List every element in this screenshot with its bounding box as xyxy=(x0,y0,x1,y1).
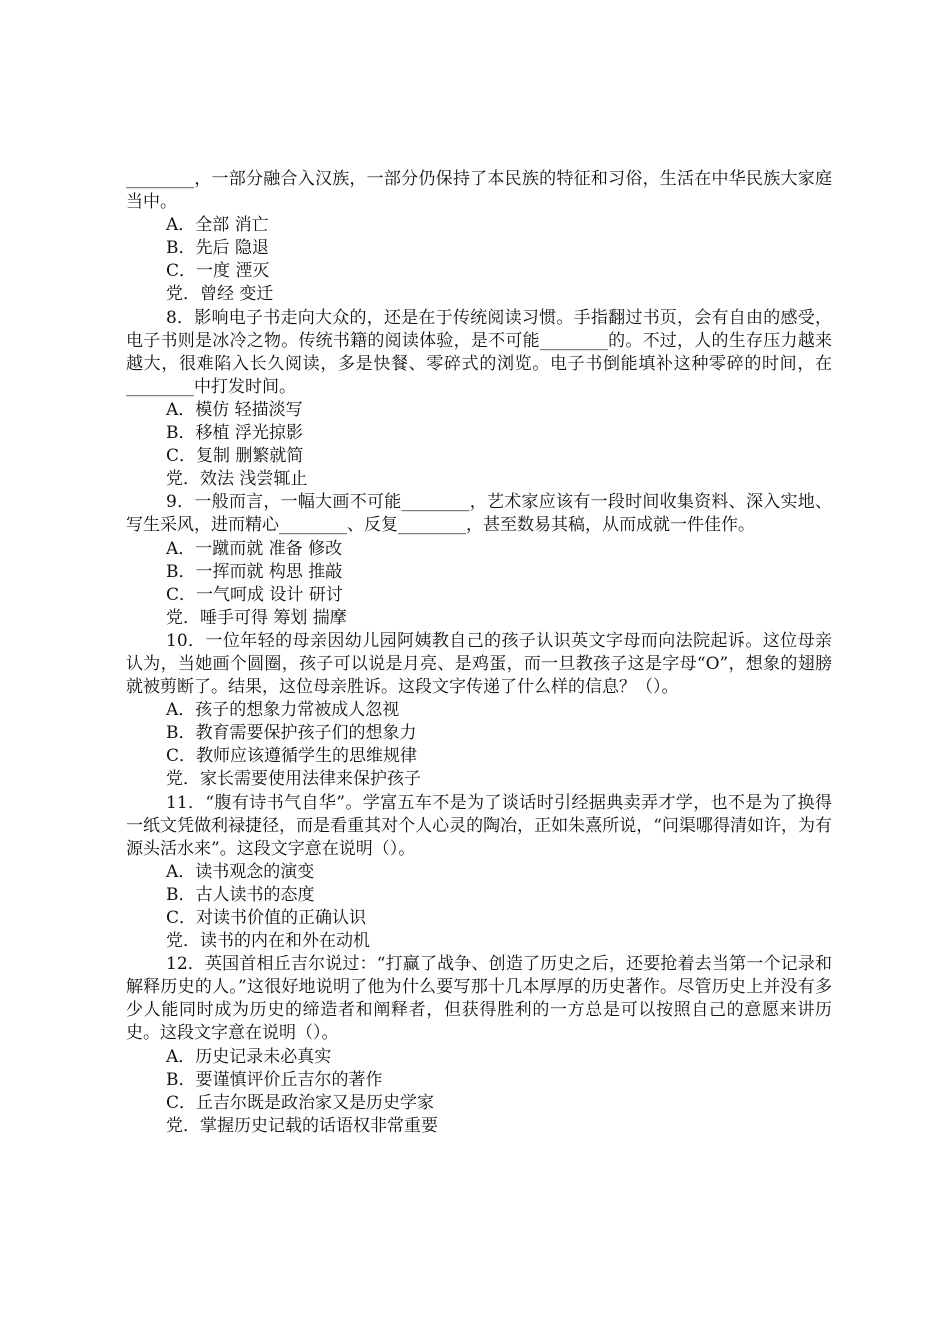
question-9-option-b: B．一挥而就 构思 推敲 xyxy=(166,561,343,582)
question-8-option-b: B．移植 浮光掠影 xyxy=(166,423,303,444)
question-12-option-b: B．要谨慎评价丘吉尔的著作 xyxy=(166,1069,383,1090)
question-9-stem: 9．一般而言，一幅大画不可能________，艺术家应该有一段时间收集资料、深入实地、写生采风，进而精心________、反复________，甚至数易其稿，从而成就一件佳作。 xyxy=(126,492,832,536)
question-11-option-b: B．古人读书的态度 xyxy=(166,884,315,905)
question-10-stem: 10．一位年轻的母亲因幼儿园阿姨教自己的孩子认识英文字母而向法院起诉。这位母亲认为，当她画个圆圈，孩子可以说是月亮、是鸡蛋，而一旦教孩子这是字母“O”，想象的翅膀就被剪断了。结果，这位母亲胜诉。这段文字传递了什么样的信息？（）。 xyxy=(126,630,832,698)
question-11-stem: 11．“腹有诗书气自华”。学富五车不是为了谈话时引经据典卖弄才学，也不是为了换得一纸文凭做利禄捷径，而是看重其对个人心灵的陶冶，正如朱熹所说，“问渠哪得清如许，为有源头活水来”。这段文字意在说明（）。 xyxy=(126,792,832,859)
question-7-option-a: A．全部 消亡 xyxy=(166,215,269,236)
question-12-stem: 12．英国首相丘吉尔说过：“打赢了战争、创造了历史之后，还要抢着去当第一个记录和解释历史的人。”这很好地说明了他为什么要写那十几本厚厚的历史著作。尽管历史上并没有多少人能同时成为历史的缔造者和阐释者，但获得胜利的一方总是可以按照自己的意愿来讲历史。这段文字意在说明（）。 xyxy=(126,954,832,1044)
question-9 xyxy=(126,491,832,630)
question-10 xyxy=(126,630,832,792)
question-7-option-b: B．先后 隐退 xyxy=(166,238,269,259)
question-9-option-a: A．一蹴而就 准备 修改 xyxy=(166,538,343,559)
question-9-option-d: 党．唾手可得 筹划 揣摩 xyxy=(166,607,347,628)
question-7 xyxy=(126,168,832,307)
question-10-option-c: C．教师应该遵循学生的思维规律 xyxy=(166,746,418,767)
question-12-option-a: A．历史记录未必真实 xyxy=(166,1046,332,1067)
question-8 xyxy=(126,307,832,492)
question-11 xyxy=(126,792,832,954)
question-8-stem: 8．影响电子书走向大众的，还是在于传统阅读习惯。手指翻过书页，会有自由的感受，电子书则是冰冷之物。传统书籍的阅读体验，是不可能________的。不过，人的生存压力越来越大，很难陷入长久阅读，多是快餐、零碎式的浏览。电子书倒能填补这种零碎的时间，在________中打发时间。 xyxy=(126,307,832,397)
question-11-option-d: 党．读书的内在和外在动机 xyxy=(166,931,370,952)
question-12-option-c: C．丘吉尔既是政治家又是历史学家 xyxy=(166,1092,435,1113)
question-7-option-c: C．一度 湮灭 xyxy=(166,261,270,282)
question-10-option-a: A．孩子的想象力常被成人忽视 xyxy=(166,700,400,721)
question-8-option-a: A．模仿 轻描淡写 xyxy=(166,399,303,420)
question-8-option-d: 党．效法 浅尝辄止 xyxy=(166,469,308,490)
question-10-option-d: 党．家长需要使用法律来保护孩子 xyxy=(166,769,421,790)
question-9-option-c: C．一气呵成 设计 研讨 xyxy=(166,584,343,605)
question-8-option-c: C．复制 删繁就简 xyxy=(166,446,304,467)
exam-page xyxy=(126,168,832,1138)
question-12-option-d: 党．掌握历史记载的话语权非常重要 xyxy=(166,1115,438,1136)
question-7-option-d: 党．曾经 变迁 xyxy=(166,284,274,305)
question-10-option-b: B．教育需要保护孩子们的想象力 xyxy=(166,723,417,744)
question-11-option-c: C．对读书价值的正确认识 xyxy=(166,908,367,928)
question-7-stem: ________，一部分融合入汉族，一部分仍保持了本民族的特征和习俗，生活在中华民族大家庭当中。 xyxy=(126,169,832,213)
question-11-option-a: A．读书观念的演变 xyxy=(166,861,315,882)
question-12 xyxy=(126,953,832,1138)
